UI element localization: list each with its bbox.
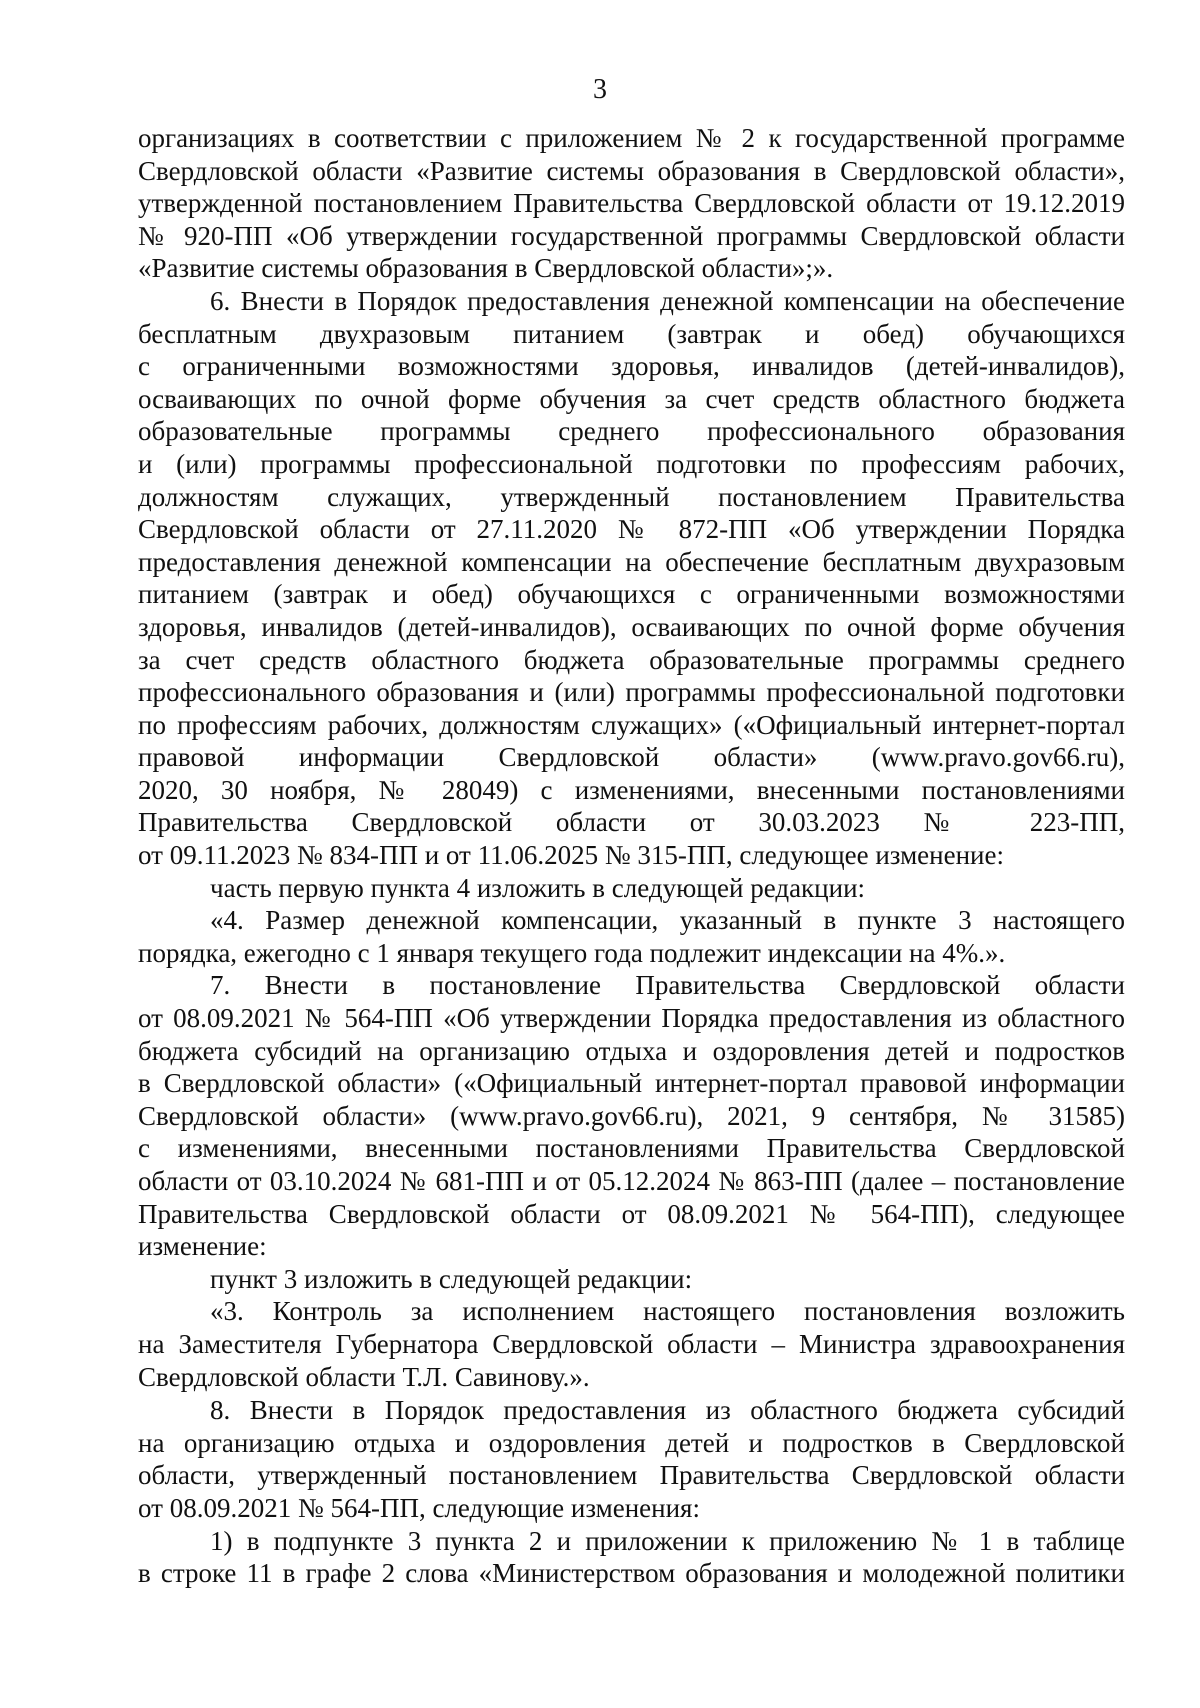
text-line: питанием (завтрак и обед) обучающихся с ограниченными возможностями [138, 579, 1125, 610]
text-line: Свердловской области» (www.pravo.gov66.ru), 2021, 9 сентября, № 31585) [138, 1100, 1125, 1131]
text-line: бюджета субсидий на организацию отдыха и оздоровления детей и подростков [138, 1035, 1125, 1066]
text-line: Правительства Свердловской области от 30.03.2023 № 223-ПП, [138, 807, 1125, 838]
text-line: 6. Внести в Порядок предоставления денежной компенсации на обеспечение [210, 285, 1125, 316]
text-line: и (или) программы профессиональной подготовки по профессиям рабочих, [138, 448, 1125, 479]
text-line: с ограниченными возможностями здоровья, инвалидов (детей-инвалидов), [138, 351, 1125, 382]
text-line: «Развитие системы образования в Свердловской области»;». [138, 253, 834, 284]
text-line: профессионального образования и (или) программы профессиональной подготовки [138, 677, 1125, 708]
text-line: от 09.11.2023 № 834-ПП и от 11.06.2025 № 315-ПП, следующее изменение: [138, 840, 1004, 871]
text-line: осваивающих по очной форме обучения за счет средств областного бюджета [138, 383, 1125, 414]
text-line: здоровья, инвалидов (детей-инвалидов), осваивающих по очной форме обучения [138, 611, 1125, 642]
text-line: организациях в соответствии с приложением № 2 к государственной программе [138, 123, 1125, 153]
text-line: изменение: [138, 1231, 267, 1262]
text-line: бесплатным двухразовым питанием (завтрак и обед) обучающихся [138, 318, 1125, 349]
text-line: Свердловской области Т.Л. Савинову.». [138, 1361, 590, 1392]
text-line: 8. Внести в Порядок предоставления из областного бюджета субсидий [210, 1395, 1125, 1426]
text-line: на организацию отдыха и оздоровления детей и подростков в Свердловской [138, 1427, 1125, 1458]
text-line: порядка, ежегодно с 1 января текущего года подлежит индексации на 4%.». [138, 937, 1006, 968]
text-line: на Заместителя Губернатора Свердловской области – Министра здравоохранения [138, 1328, 1125, 1359]
text-line: утвержденной постановлением Правительства Свердловской области от 19.12.2019 [138, 188, 1125, 219]
text-line: должностям служащих, утвержденный постановлением Правительства [138, 481, 1125, 512]
text-line: Свердловской области «Развитие системы образования в Свердловской области», [138, 155, 1125, 186]
text-line: за счет средств областного бюджета образовательные программы среднего [138, 644, 1125, 675]
text-line: «4. Размер денежной компенсации, указанный в пункте 3 настоящего [210, 905, 1125, 936]
text-line: от 08.09.2021 № 564-ПП «Об утверждении Порядка предоставления из областного [138, 1003, 1125, 1034]
text-line: 7. Внести в постановление Правительства Свердловской области [210, 970, 1125, 1001]
text-line: «3. Контроль за исполнением настоящего постановления возложить [210, 1296, 1125, 1327]
text-line: № 920-ПП «Об утверждении государственной программы Свердловской области [138, 220, 1125, 251]
text-line: 1) в подпункте 3 пункта 2 и приложении к приложению № 1 в таблице [210, 1525, 1125, 1556]
text-line: предоставления денежной компенсации на обеспечение бесплатным двухразовым [138, 546, 1125, 577]
text-line: области от 03.10.2024 № 681-ПП и от 05.12.2024 № 863-ПП (далее – постановление [138, 1166, 1125, 1196]
text-line: правовой информации Свердловской области» (www.pravo.gov66.ru), [138, 742, 1125, 773]
text-line: области, утвержденный постановлением Правительства Свердловской области [138, 1460, 1125, 1491]
text-line: образовательные программы среднего профессионального образования [138, 416, 1125, 447]
text-line: по профессиям рабочих, должностям служащих» («Официальный интернет-портал [138, 709, 1125, 740]
text-line: в строке 11 в графе 2 слова «Министерством образования и молодежной политики [138, 1558, 1125, 1589]
text-line: в Свердловской области» («Официальный интернет-портал правовой информации [138, 1068, 1125, 1099]
text-line: 2020, 30 ноября, № 28049) с изменениями, внесенными постановлениями [138, 774, 1125, 805]
text-line: с изменениями, внесенными постановлениями Правительства Свердловской [138, 1133, 1125, 1164]
text-line: от 08.09.2021 № 564-ПП, следующие изменения: [138, 1492, 700, 1523]
text-line: часть первую пункта 4 изложить в следующей редакции: [210, 872, 866, 903]
document-body [138, 122, 1125, 1590]
text-line: Правительства Свердловской области от 08.09.2021 № 564-ПП), следующее [138, 1198, 1125, 1229]
text-line: пункт 3 изложить в следующей редакции: [210, 1263, 693, 1294]
text-line: Свердловской области от 27.11.2020 № 872-ПП «Об утверждении Порядка [138, 514, 1125, 545]
page-number: 3 [593, 74, 607, 105]
